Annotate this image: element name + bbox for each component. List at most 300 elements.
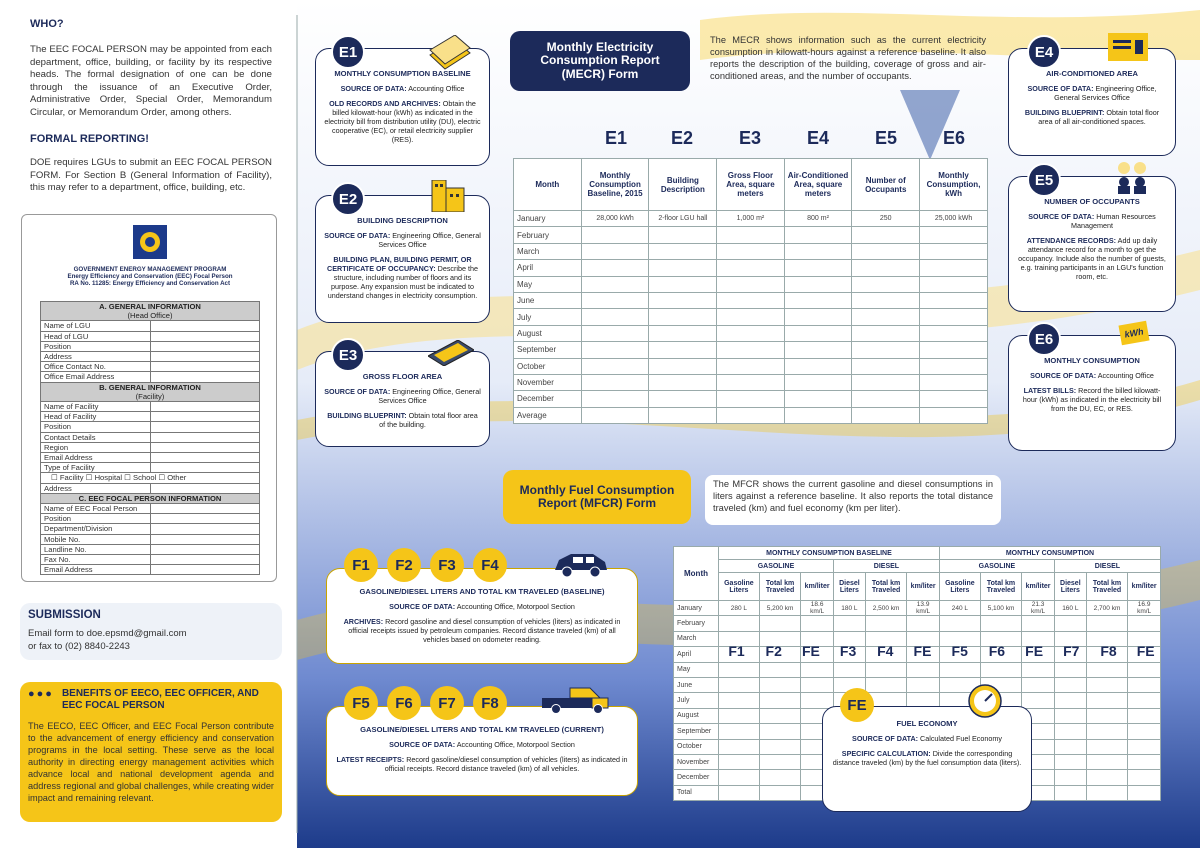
mecr-cell[interactable] <box>920 260 988 276</box>
submission-box <box>20 603 282 660</box>
form-field-input[interactable] <box>151 321 260 331</box>
form-field-input[interactable] <box>151 524 260 534</box>
form-field-input[interactable] <box>151 341 260 351</box>
mfcr-cell[interactable] <box>833 616 865 631</box>
mfcr-cell[interactable]: 16.9 km/L <box>1128 601 1161 616</box>
form-field-label: Region <box>41 442 151 452</box>
mecr-cell[interactable] <box>784 227 852 243</box>
mfcr-fuel-header: GASOLINE <box>939 560 1054 573</box>
form-field-input[interactable] <box>151 555 260 565</box>
building-icon <box>430 180 466 212</box>
mfcr-cell[interactable] <box>759 616 801 631</box>
form-field-input[interactable] <box>151 534 260 544</box>
mfcr-column-code: F5 <box>951 643 968 659</box>
mfcr-cell[interactable] <box>801 693 834 708</box>
mfcr-cell[interactable] <box>1054 754 1086 769</box>
table-row <box>674 616 1161 631</box>
month-cell: April <box>514 260 582 276</box>
month-cell: April <box>674 647 719 662</box>
month-cell: June <box>674 677 719 692</box>
fcard-badge: F8 <box>473 686 507 720</box>
fcard-detail-label: ARCHIVES: <box>343 617 384 626</box>
mfcr-cell[interactable] <box>759 693 801 708</box>
mfcr-subheader: Diesel Liters <box>1054 573 1086 601</box>
formal-title: FORMAL REPORTING! <box>30 133 149 145</box>
fe-card <box>822 706 1032 812</box>
mfcr-cell[interactable] <box>1054 785 1086 800</box>
mecr-cell[interactable] <box>581 342 649 358</box>
mecr-cell[interactable] <box>717 325 784 341</box>
mfcr-column-code: F3 <box>839 643 857 659</box>
mecr-cell[interactable] <box>581 309 649 325</box>
form-field-label: Address <box>41 352 151 362</box>
mecr-cell[interactable] <box>920 407 988 423</box>
mecr-header: Number of Occupants <box>852 159 920 211</box>
mfcr-cell[interactable] <box>1022 616 1055 631</box>
table-row <box>514 391 988 407</box>
fcard-detail-label: LATEST RECEIPTS: <box>336 755 405 764</box>
mecr-desc: The MECR shows information such as the current electricity consumption in kilowatt-hours against a reference baseline. It also reports the description of the building, coverage of gross and air-conditioned areas, and the number of occupants. <box>710 35 986 81</box>
mfcr-cell[interactable] <box>759 708 801 723</box>
form-table <box>40 301 260 575</box>
month-cell: February <box>674 616 719 631</box>
mecr-header: Monthly Consumption, kWh <box>920 159 988 211</box>
fcard-badge: F5 <box>344 686 378 720</box>
form-sub2: RA No. 11285: Energy Efficiency and Conservation Act <box>69 280 231 287</box>
mfcr-cell[interactable] <box>1128 785 1161 800</box>
mecr-cell[interactable] <box>717 243 784 259</box>
mfcr-cell[interactable] <box>907 616 940 631</box>
mfcr-cell[interactable] <box>1128 677 1161 692</box>
ecard-detail: Describe the structure, including number of floors and its purpose. Any expansion must be indicated to understand changes in electricity consumption. <box>327 264 478 300</box>
mfcr-cell[interactable] <box>1128 770 1161 785</box>
form-field-input[interactable] <box>151 504 260 514</box>
mfcr-cell[interactable] <box>1128 662 1161 677</box>
mfcr-cell[interactable] <box>719 724 760 739</box>
form-field-input[interactable] <box>151 402 260 412</box>
mecr-cell[interactable]: 28,000 kWh <box>581 211 649 227</box>
mfcr-cell[interactable] <box>1086 739 1128 754</box>
mecr-cell[interactable] <box>852 276 920 292</box>
mfcr-fuel-header: DIESEL <box>833 560 939 573</box>
mecr-column-code: E6 <box>942 128 966 148</box>
speedometer-icon <box>968 684 1002 718</box>
mfcr-cell[interactable] <box>939 662 980 677</box>
mecr-cell[interactable] <box>784 374 852 390</box>
mfcr-cell[interactable] <box>719 677 760 692</box>
fcard-source-label: SOURCE OF DATA: <box>389 740 456 749</box>
ecard-detail-label: BUILDING BLUEPRINT: <box>327 411 407 420</box>
mecr-cell[interactable] <box>581 243 649 259</box>
month-cell: January <box>514 211 582 227</box>
table-row <box>514 374 988 390</box>
ecard-detail-label: LATEST BILLS: <box>1023 386 1077 395</box>
mfcr-cell[interactable]: 2,500 km <box>865 601 907 616</box>
mecr-header: Gross Floor Area, square meters <box>717 159 784 211</box>
mecr-cell[interactable] <box>784 309 852 325</box>
ecard-badge: E1 <box>331 35 365 69</box>
ecard-source: Accounting Office <box>1097 371 1154 380</box>
mecr-cell[interactable] <box>920 292 988 308</box>
ecard-detail: Obtain total floor area of all air-conditioned spaces. <box>1038 108 1160 126</box>
mfcr-cell[interactable]: 5,100 km <box>980 601 1022 616</box>
mfcr-cell[interactable] <box>801 677 834 692</box>
mecr-cell[interactable] <box>717 407 784 423</box>
mfcr-subheader: Total km Traveled <box>865 573 907 601</box>
car-icon <box>553 548 609 578</box>
mfcr-cell[interactable]: 240 L <box>939 601 980 616</box>
month-cell: September <box>514 342 582 358</box>
mfcr-cell[interactable] <box>719 770 760 785</box>
fcard-source: Accounting Office, Motorpool Section <box>456 602 575 611</box>
mfcr-cell[interactable] <box>759 754 801 769</box>
mecr-cell[interactable]: 1,000 m² <box>717 211 784 227</box>
form-program: GOVERNMENT ENERGY MANAGEMENT PROGRAM <box>73 266 227 273</box>
mecr-cell[interactable] <box>920 243 988 259</box>
mecr-cell[interactable] <box>784 325 852 341</box>
mfcr-cell[interactable] <box>1128 754 1161 769</box>
mfcr-cell[interactable] <box>801 616 834 631</box>
form-field-label: Position <box>41 422 151 432</box>
mfcr-cell[interactable] <box>865 662 907 677</box>
mfcr-subheader: Gasoline Liters <box>939 573 980 601</box>
month-cell: March <box>514 243 582 259</box>
fe-calc-label: SPECIFIC CALCULATION: <box>841 749 931 758</box>
mfcr-cell[interactable]: 160 L <box>1054 601 1086 616</box>
mecr-cell[interactable] <box>717 227 784 243</box>
mecr-cell[interactable] <box>717 342 784 358</box>
mecr-cell[interactable] <box>852 358 920 374</box>
mecr-cell[interactable] <box>784 260 852 276</box>
form-field-input[interactable] <box>151 565 260 575</box>
month-cell: February <box>514 227 582 243</box>
mfcr-cell[interactable]: 21.3 km/L <box>1022 601 1055 616</box>
form-field-input[interactable] <box>151 442 260 452</box>
mfcr-cell[interactable] <box>907 677 940 692</box>
mecr-cell[interactable] <box>649 407 717 423</box>
mfcr-cell[interactable] <box>833 662 865 677</box>
mecr-cell[interactable] <box>717 260 784 276</box>
mfcr-subheader: Gasoline Liters <box>719 573 760 601</box>
mfcr-cell[interactable] <box>1086 754 1128 769</box>
mfcr-column-code: F8 <box>1100 643 1117 659</box>
mecr-cell[interactable] <box>649 309 717 325</box>
mecr-cell[interactable] <box>581 407 649 423</box>
mecr-cell[interactable]: 2-floor LGU hall <box>649 211 717 227</box>
document-icon <box>1108 33 1148 61</box>
mecr-cell[interactable] <box>581 391 649 407</box>
mfcr-cell[interactable] <box>980 662 1022 677</box>
mfcr-column-code: FE <box>801 643 820 659</box>
mecr-cell[interactable] <box>581 260 649 276</box>
mecr-cell[interactable] <box>649 358 717 374</box>
mecr-cell[interactable] <box>717 309 784 325</box>
mfcr-cell[interactable] <box>759 770 801 785</box>
mfcr-cell[interactable] <box>801 662 834 677</box>
mfcr-cell[interactable] <box>719 708 760 723</box>
mecr-cell[interactable] <box>920 276 988 292</box>
benefits-title: BENEFITS OF EECO, EEC OFFICER, AND EEC FOCAL PERSON <box>61 688 259 711</box>
mfcr-cell[interactable] <box>1054 677 1086 692</box>
mfcr-cell[interactable] <box>1086 785 1128 800</box>
mfcr-cell[interactable] <box>1054 616 1086 631</box>
ecard-source-label: SOURCE OF DATA: <box>340 84 407 93</box>
mfcr-cell[interactable] <box>719 754 760 769</box>
mecr-cell[interactable] <box>852 309 920 325</box>
mfcr-cell[interactable]: 18.6 km/L <box>801 601 834 616</box>
form-field-label: Office Email Address <box>41 372 151 382</box>
ecard-title: MONTHLY CONSUMPTION <box>1044 356 1140 365</box>
mecr-cell[interactable] <box>581 292 649 308</box>
month-cell: August <box>514 325 582 341</box>
mfcr-cell[interactable]: 280 L <box>719 601 760 616</box>
who-section <box>30 18 272 195</box>
mecr-cell[interactable]: 250 <box>852 211 920 227</box>
ecard-badge: E6 <box>1027 322 1061 356</box>
mfcr-cell[interactable] <box>719 739 760 754</box>
mfcr-cell[interactable] <box>719 693 760 708</box>
mecr-cell[interactable] <box>852 243 920 259</box>
month-cell: October <box>514 358 582 374</box>
form-field-input[interactable] <box>151 483 260 493</box>
mfcr-column-code: F7 <box>1063 643 1080 659</box>
mecr-cell[interactable] <box>649 374 717 390</box>
mecr-cell[interactable] <box>581 276 649 292</box>
mfcr-cell[interactable] <box>1054 693 1086 708</box>
mfcr-subheader: Total km Traveled <box>1086 573 1128 601</box>
submission-title: SUBMISSION <box>28 609 101 621</box>
mfcr-cell[interactable] <box>1128 724 1161 739</box>
truck-icon <box>540 684 620 714</box>
fcard-detail: Record gasoline/diesel consumption of vehicles (liters) as indicated in official receipts. Record distance traveled (km) of all vehicles. <box>384 755 628 773</box>
mfcr-column-code: F2 <box>765 643 782 659</box>
form-field-input[interactable] <box>151 453 260 463</box>
mfcr-cell[interactable]: 2,700 km <box>1086 601 1128 616</box>
mecr-cell[interactable] <box>649 276 717 292</box>
mfcr-column-code: FE <box>1136 643 1155 659</box>
fe-badge: FE <box>840 688 874 722</box>
mfcr-cell[interactable] <box>1128 616 1161 631</box>
mecr-cell[interactable] <box>852 391 920 407</box>
form-field-input[interactable] <box>151 352 260 362</box>
mfcr-cell[interactable] <box>1086 662 1128 677</box>
gemp-logo-icon <box>133 225 167 259</box>
table-row <box>514 325 988 341</box>
mecr-cell[interactable] <box>784 391 852 407</box>
table-row <box>514 276 988 292</box>
mfcr-cell[interactable] <box>939 616 980 631</box>
mecr-cell[interactable] <box>852 260 920 276</box>
ecard-detail-label: ATTENDANCE RECORDS: <box>1026 236 1117 245</box>
form-field-label: Position <box>41 341 151 351</box>
mfcr-cell[interactable] <box>907 662 940 677</box>
mfcr-column-code: F4 <box>877 643 894 659</box>
month-cell: Total <box>674 785 719 800</box>
mecr-cell[interactable] <box>717 391 784 407</box>
mecr-cell[interactable] <box>581 358 649 374</box>
mfcr-cell[interactable] <box>1022 693 1055 708</box>
mecr-cell[interactable] <box>649 227 717 243</box>
mecr-cell[interactable] <box>784 342 852 358</box>
fcard-title: GASOLINE/DIESEL LITERS AND TOTAL KM TRAVELED (BASELINE) <box>359 587 605 596</box>
ecard-title: GROSS FLOOR AREA <box>362 372 443 381</box>
mecr-cell[interactable] <box>920 374 988 390</box>
mfcr-cell[interactable] <box>759 724 801 739</box>
mecr-cell[interactable] <box>920 309 988 325</box>
mfcr-cell[interactable]: 13.9 km/L <box>907 601 940 616</box>
mfcr-cell[interactable] <box>865 677 907 692</box>
who-text: The EEC FOCAL PERSON may be appointed from each department, office, building, or facility by its respective heads. The formal designation of one can be done through the issuance of an Executive Order, Administrative Order, Special Order, Memorandum Circular, or Memorandum Order, among others. <box>30 44 272 118</box>
mfcr-title: Monthly Fuel Consumption Report (MFCR) Form <box>503 470 691 524</box>
fe-source-label: SOURCE OF DATA: <box>852 734 919 743</box>
form-field-input[interactable] <box>151 412 260 422</box>
ecard-source-label: SOURCE OF DATA: <box>324 231 391 240</box>
benefits-box <box>20 682 282 822</box>
mecr-cell[interactable] <box>581 374 649 390</box>
mecr-cell[interactable] <box>717 374 784 390</box>
form-field-input[interactable] <box>151 463 260 473</box>
mecr-cell[interactable] <box>920 358 988 374</box>
mecr-cell[interactable] <box>581 227 649 243</box>
month-cell: June <box>514 292 582 308</box>
month-cell: December <box>514 391 582 407</box>
form-field-input[interactable] <box>151 422 260 432</box>
mfcr-cell[interactable] <box>1086 770 1128 785</box>
ecard-source-label: SOURCE OF DATA: <box>324 387 391 396</box>
mecr-cell[interactable] <box>920 391 988 407</box>
mecr-cell[interactable] <box>920 342 988 358</box>
mecr-cell[interactable] <box>717 276 784 292</box>
mfcr-cell[interactable] <box>1054 708 1086 723</box>
month-cell: July <box>674 693 719 708</box>
mecr-cell[interactable] <box>717 358 784 374</box>
form-field-input[interactable] <box>151 331 260 341</box>
mfcr-subheader: km/liter <box>907 573 940 601</box>
mecr-cell[interactable] <box>581 325 649 341</box>
mfcr-cell[interactable] <box>1054 724 1086 739</box>
mecr-cell[interactable] <box>649 391 717 407</box>
mfcr-cell[interactable] <box>1022 662 1055 677</box>
mfcr-cell[interactable] <box>719 785 760 800</box>
form-field-input[interactable] <box>151 544 260 554</box>
mfcr-cell[interactable] <box>980 616 1022 631</box>
month-cell: October <box>674 739 719 754</box>
mecr-cell[interactable] <box>649 342 717 358</box>
mecr-header: Building Description <box>649 159 717 211</box>
month-cell: January <box>674 601 719 616</box>
ecard-source: Human Resources Management <box>1071 212 1156 230</box>
mfcr-cell[interactable] <box>1086 693 1128 708</box>
mfcr-cell[interactable]: 180 L <box>833 601 865 616</box>
mfcr-cell[interactable] <box>1128 708 1161 723</box>
form-field-label: Position <box>41 514 151 524</box>
form-section-header: C. EEC FOCAL PERSON INFORMATION <box>41 493 260 503</box>
mfcr-cell[interactable] <box>1054 770 1086 785</box>
table-row <box>514 342 988 358</box>
mfcr-cell[interactable] <box>759 662 801 677</box>
mfcr-cell[interactable] <box>719 662 760 677</box>
mfcr-cell[interactable] <box>719 616 760 631</box>
mfcr-cell[interactable] <box>865 616 907 631</box>
ecard-source: Engineering Office, General Services Office <box>378 231 481 249</box>
mfcr-cell[interactable] <box>1128 739 1161 754</box>
mecr-cell[interactable] <box>717 292 784 308</box>
mfcr-cell[interactable] <box>759 739 801 754</box>
fcard-badge: F2 <box>387 548 421 582</box>
mfcr-cell[interactable]: 5,200 km <box>759 601 801 616</box>
mfcr-cell[interactable] <box>1086 677 1128 692</box>
mecr-cell[interactable] <box>784 243 852 259</box>
mfcr-cell[interactable] <box>1128 693 1161 708</box>
mecr-cell[interactable] <box>649 260 717 276</box>
mfcr-cell[interactable] <box>1022 677 1055 692</box>
mecr-cell[interactable] <box>649 325 717 341</box>
benefits-text: The EECO, EEC Officer, and EEC Focal Person contribute to the advancement of energy efficiency and conservation programs in the local setting. These serve as the local authority in directing energy management activities which advance local and national development agenda and address regional and global challenges, while creating wider impact and remaining relevant. <box>28 721 274 803</box>
ecard-badge: E2 <box>331 182 365 216</box>
mecr-cell[interactable] <box>920 325 988 341</box>
fcard-title: GASOLINE/DIESEL LITERS AND TOTAL KM TRAVELED (CURRENT) <box>360 725 604 734</box>
ecard-detail: Add up daily attendance record for a month to get the occupancy. Include also the number of guests, e.g. training participants in an LGU's function room, etc. <box>1018 236 1166 281</box>
form-field-input[interactable] <box>151 514 260 524</box>
mecr-cell[interactable] <box>784 407 852 423</box>
mecr-cell[interactable] <box>649 243 717 259</box>
mfcr-subheader: km/liter <box>1022 573 1055 601</box>
mfcr-cell[interactable] <box>1054 739 1086 754</box>
fcard-baseline <box>326 568 638 664</box>
dots-icon: ●●● <box>28 688 54 700</box>
mecr-cell[interactable] <box>784 292 852 308</box>
mecr-cell[interactable] <box>852 292 920 308</box>
mfcr-cell[interactable] <box>1086 724 1128 739</box>
month-cell: Average <box>514 407 582 423</box>
mecr-title: Monthly Electricity Consumption Report (MECR) Form <box>510 31 690 91</box>
mfcr-cell[interactable] <box>759 785 801 800</box>
kwh-bill-icon: kWh <box>1118 321 1149 346</box>
mecr-cell[interactable] <box>852 325 920 341</box>
mecr-cell[interactable] <box>852 407 920 423</box>
month-cell: November <box>674 754 719 769</box>
fe-title: FUEL ECONOMY <box>896 719 958 728</box>
submission-email: Email form to doe.epsmd@gmail.com <box>28 628 187 639</box>
mfcr-cell[interactable] <box>1086 616 1128 631</box>
ecard-source-label: SOURCE OF DATA: <box>1028 212 1095 221</box>
form-sub1: Energy Efficiency and Conservation (EEC) Focal Person <box>67 273 233 280</box>
table-row <box>674 662 1161 677</box>
form-field-input[interactable] <box>151 432 260 442</box>
mecr-cell[interactable]: 25,000 kWh <box>920 211 988 227</box>
submission-fax: or fax to (02) 8840-2243 <box>28 640 130 652</box>
mfcr-baseline-header: MONTHLY CONSUMPTION BASELINE <box>719 547 940 560</box>
mecr-cell[interactable] <box>852 374 920 390</box>
mfcr-cell[interactable] <box>1054 662 1086 677</box>
mecr-cell[interactable] <box>852 227 920 243</box>
mecr-cell[interactable]: 800 m² <box>784 211 852 227</box>
mfcr-subheader: Total km Traveled <box>980 573 1022 601</box>
form-field-input[interactable] <box>151 372 260 382</box>
mecr-cell[interactable] <box>784 358 852 374</box>
facility-type-checkboxes[interactable]: ☐ Facility ☐ Hospital ☐ School ☐ Other <box>41 473 260 483</box>
mecr-cell[interactable] <box>920 227 988 243</box>
mecr-cell[interactable] <box>784 276 852 292</box>
mfcr-cell[interactable] <box>1086 708 1128 723</box>
mfcr-cell[interactable] <box>759 677 801 692</box>
form-field-input[interactable] <box>151 362 260 372</box>
mecr-cell[interactable] <box>852 342 920 358</box>
mfcr-subheader: km/liter <box>801 573 834 601</box>
mecr-cell[interactable] <box>649 292 717 308</box>
ecard-e5 <box>1008 176 1176 312</box>
ecard-badge: E5 <box>1027 163 1061 197</box>
